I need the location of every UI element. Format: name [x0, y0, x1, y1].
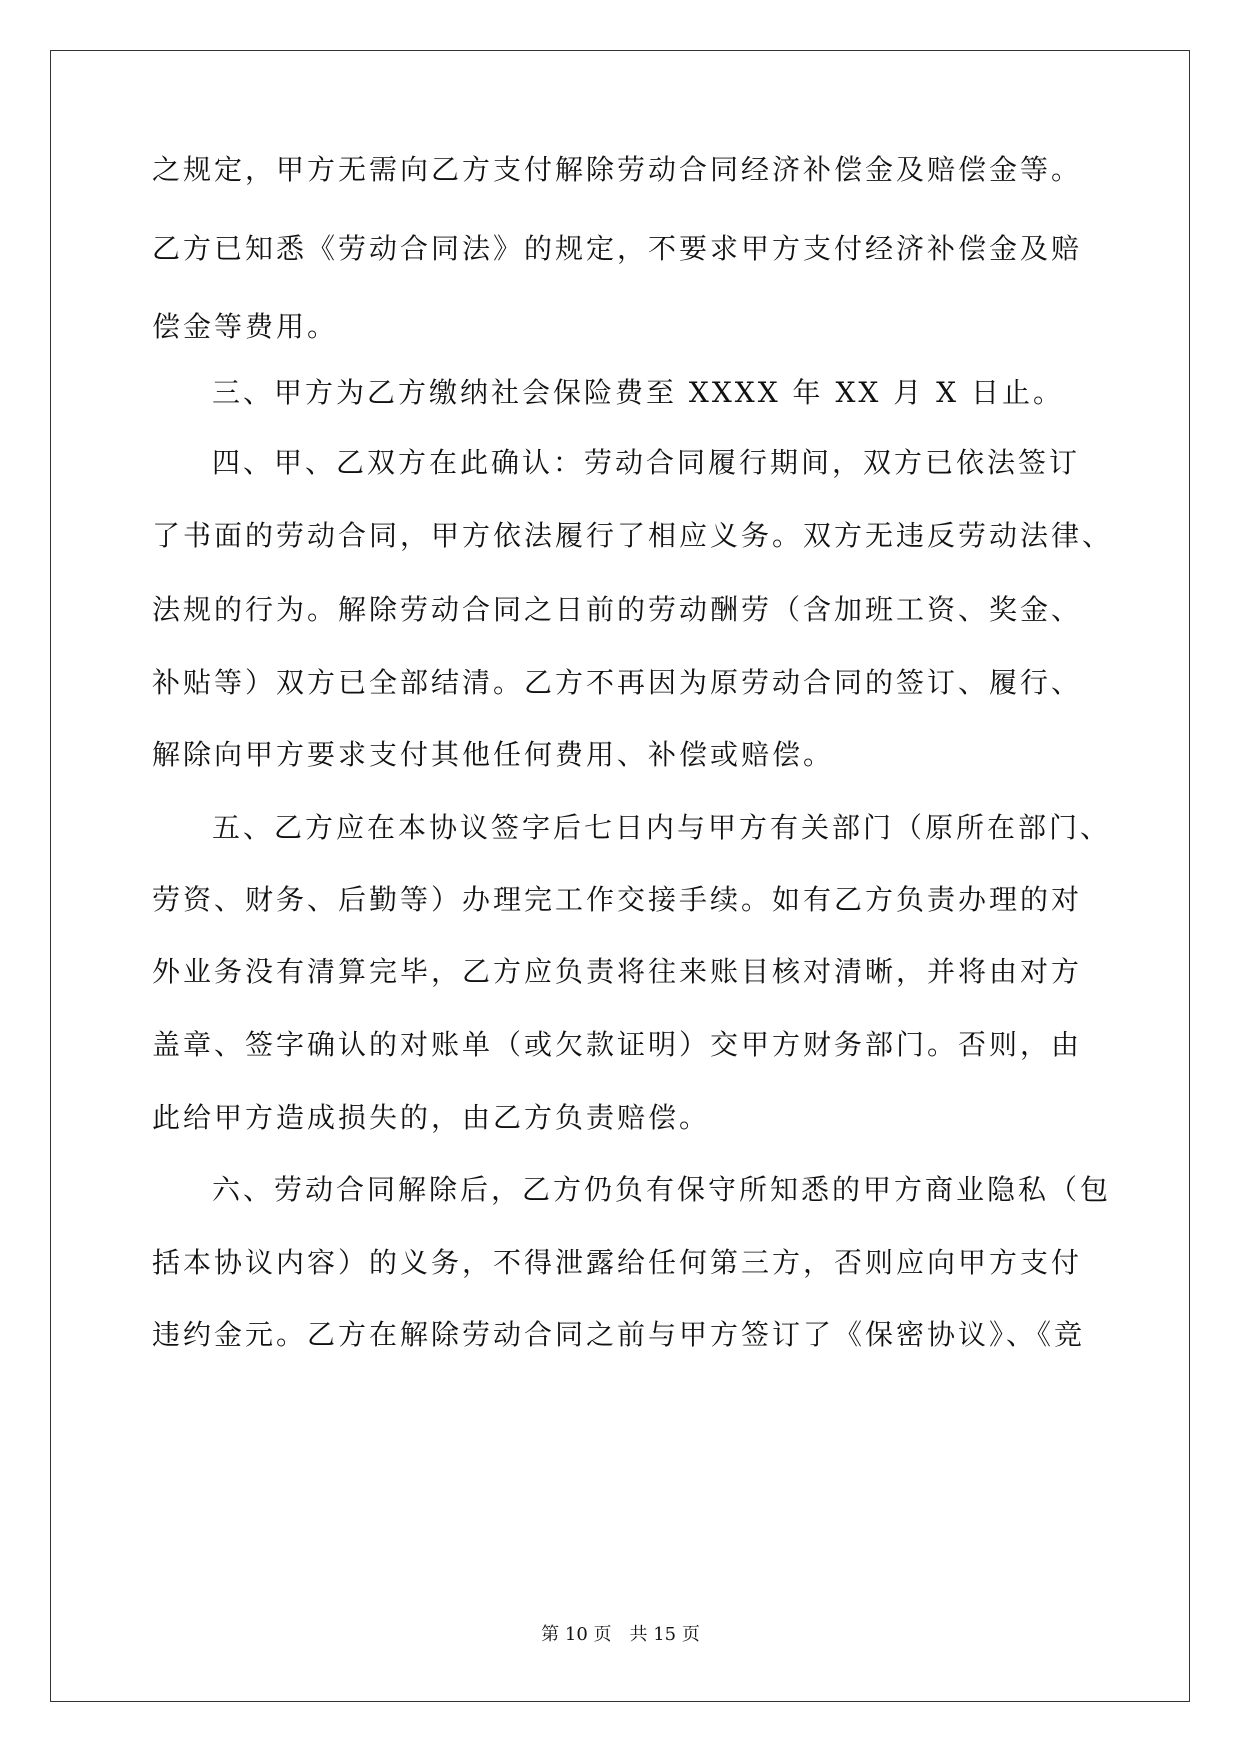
paragraph-6-line: 六、劳动合同解除后，乙方仍负有保守所知悉的甲方商业隐私（包: [212, 1173, 1112, 1206]
text-line: 乙方已知悉《劳动合同法》的规定，不要求甲方支付经济补偿金及赔: [152, 232, 1083, 265]
text-line: 偿金等费用。: [152, 310, 339, 343]
text-line: 此给甲方造成损失的，由乙方负责赔偿。: [152, 1101, 711, 1134]
text-line: 括本协议内容）的义务，不得泄露给任何第三方，否则应向甲方支付: [152, 1246, 1083, 1279]
text-line: 违约金元。乙方在解除劳动合同之前与甲方签订了《保密协议》、《竞: [152, 1318, 1086, 1351]
paragraph-3-line: 三、甲方为乙方缴纳社会保险费至 XXXX 年 XX 月 X 日止。: [212, 376, 1064, 409]
text-line: 外业务没有清算完毕，乙方应负责将往来账目核对清晰，并将由对方: [152, 955, 1083, 988]
paragraph-5-line: 五、乙方应在本协议签字后七日内与甲方有关部门（原所在部门、: [212, 811, 1112, 844]
text-line: 劳资、财务、后勤等）办理完工作交接手续。如有乙方负责办理的对: [152, 883, 1083, 916]
text-line: 法规的行为。解除劳动合同之日前的劳动酬劳（含加班工资、奖金、: [152, 593, 1083, 626]
page-number: 第 10 页 共 15 页: [541, 1624, 700, 1645]
paragraph-4-line: 四、甲、乙双方在此确认：劳动合同履行期间，双方已依法签订: [212, 446, 1081, 479]
text-line: 之规定，甲方无需向乙方支付解除劳动合同经济补偿金及赔偿金等。: [152, 153, 1083, 186]
text-line: 了书面的劳动合同，甲方依法履行了相应义务。双方无违反劳动法律、: [152, 519, 1114, 552]
text-line: 补贴等）双方已全部结清。乙方不再因为原劳动合同的签订、履行、: [152, 666, 1083, 699]
page-border: [50, 50, 1190, 1702]
text-line: 盖章、签字确认的对账单（或欠款证明）交甲方财务部门。否则，由: [152, 1028, 1083, 1061]
text-line: 解除向甲方要求支付其他任何费用、补偿或赔偿。: [152, 738, 835, 771]
